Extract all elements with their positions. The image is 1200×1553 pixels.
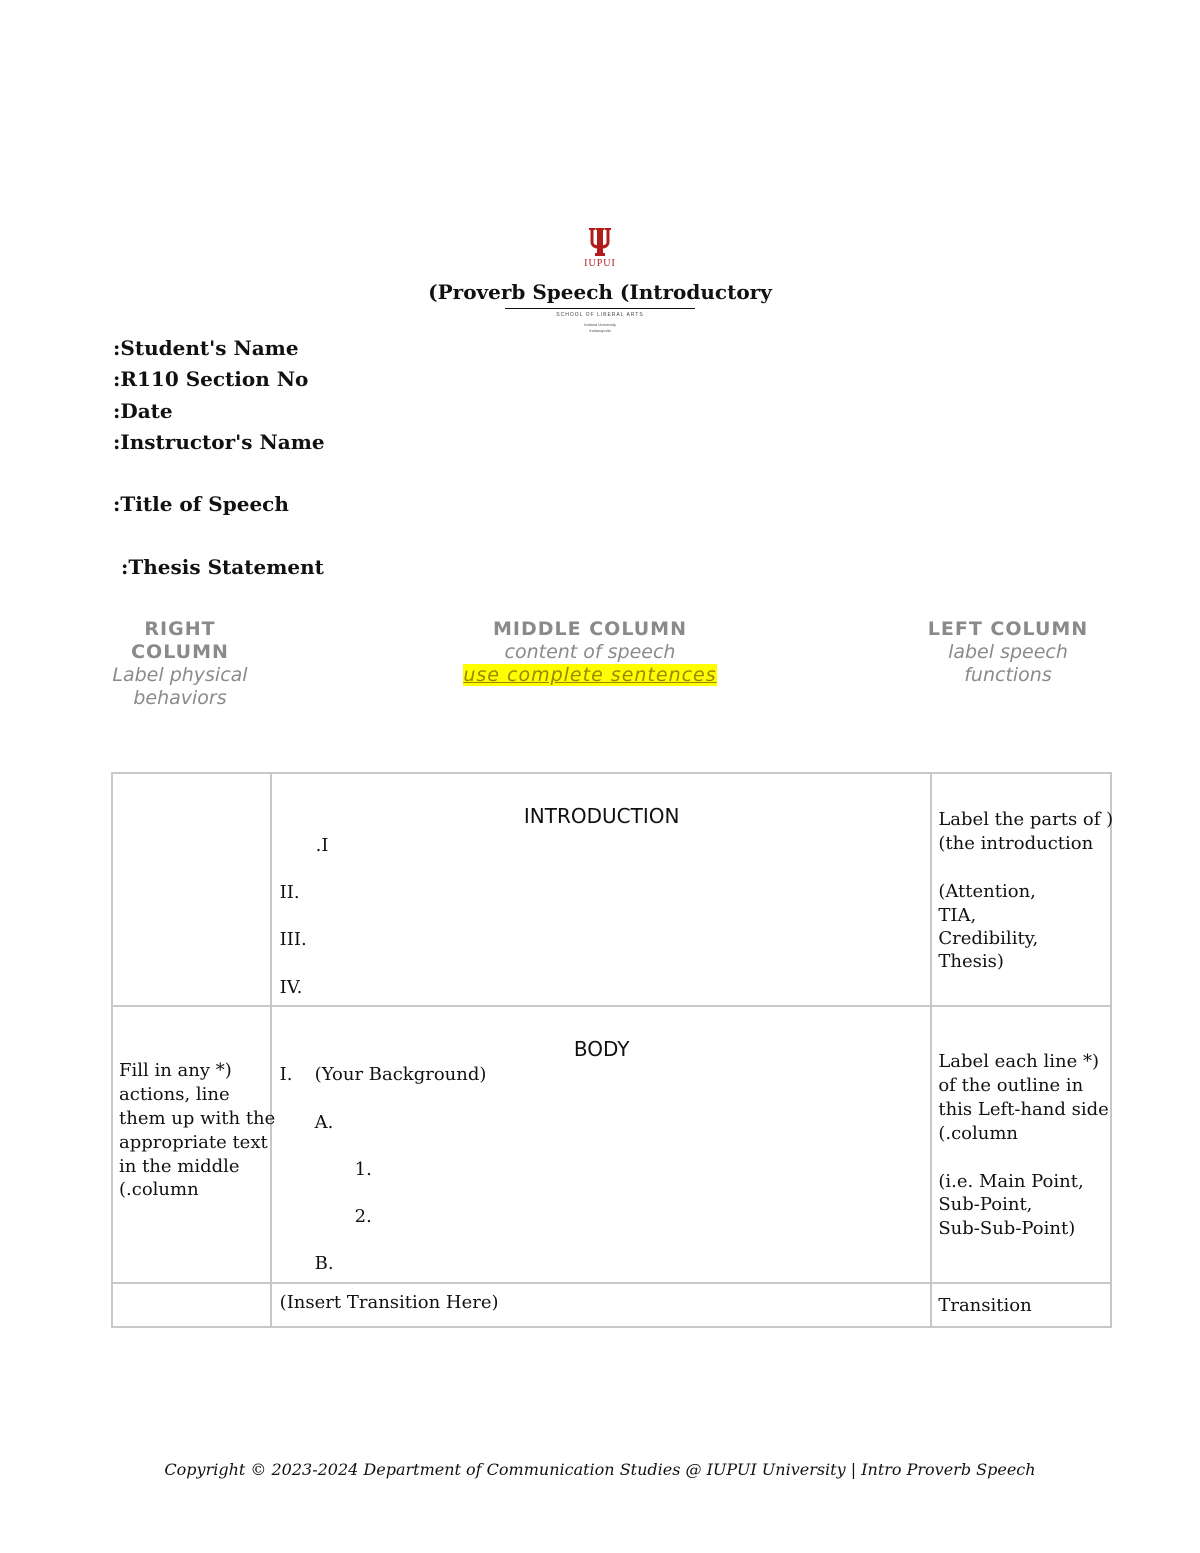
body-middle-cell[interactable]: [271, 1006, 932, 1283]
intro-item-3: III.: [279, 929, 307, 950]
intro-right-cell[interactable]: [112, 773, 271, 1006]
body-right-cell[interactable]: [112, 1006, 276, 1283]
middle-column-title: MIDDLE COLUMN: [493, 618, 687, 640]
body-sub-sub-point-1: 1.: [354, 1159, 372, 1180]
speech-title-label: :Title of Speech: [113, 492, 289, 516]
logo-line-1: Indiana University: [584, 322, 616, 327]
intro-middle-cell[interactable]: [271, 773, 932, 1006]
transition-label: Transition: [938, 1295, 1032, 1316]
instructor-name-label: :Instructor's Name: [113, 430, 325, 454]
body-sub-point-a: A.: [314, 1112, 334, 1133]
body-action-note-3: them up with the: [119, 1108, 276, 1129]
thesis-statement-label: :Thesis Statement: [121, 555, 324, 579]
body-row: [112, 1006, 1111, 1283]
document-title: (Proverb Speech (Introductory: [428, 280, 772, 304]
student-name-label: :Student's Name: [113, 336, 299, 360]
body-label-note-2: of the outline in: [938, 1075, 1084, 1096]
intro-note-6: Thesis): [938, 951, 1004, 972]
body-main-number: I.: [279, 1064, 293, 1085]
right-column-sub-2: behaviors: [133, 687, 227, 709]
copyright-footer: Copyright © 2023-2024 Department of Communication Studies @ IUPUI University | Intro Proverb Speech: [164, 1460, 1036, 1479]
body-action-note-6: (.column: [119, 1179, 199, 1200]
body-main-point: (Your Background): [314, 1064, 487, 1085]
body-label-note-7: Sub-Sub-Point): [938, 1218, 1076, 1239]
introduction-row: [112, 773, 1111, 1006]
intro-left-cell[interactable]: [931, 773, 1114, 1006]
transition-right-cell[interactable]: [112, 1283, 271, 1327]
trident-icon: [586, 226, 614, 258]
section-number-label: :R110 Section No: [113, 367, 309, 391]
body-label-note-5: (i.e. Main Point,: [938, 1171, 1084, 1192]
intro-note-2: (the introduction: [938, 833, 1094, 854]
logo-school: SCHOOL OF LIBERAL ARTS: [556, 312, 644, 318]
body-action-note-4: appropriate text: [119, 1132, 268, 1153]
right-column-heading: [90, 618, 270, 710]
transition-left-cell[interactable]: [931, 1283, 1111, 1327]
transition-row: [112, 1283, 1111, 1327]
right-column-title-2: COLUMN: [131, 641, 229, 663]
intro-note-5: Credibility,: [938, 928, 1039, 949]
middle-column-sub-1: content of speech: [504, 641, 676, 663]
body-action-note-5: in the middle: [119, 1156, 240, 1177]
body-label-note-4: (.column: [938, 1123, 1019, 1144]
right-column-sub-1: Label physical: [112, 664, 248, 686]
body-action-note-2: actions, line: [119, 1084, 230, 1105]
body-action-note-1: Fill in any *): [119, 1060, 232, 1081]
logo-line-2: Indianapolis: [589, 328, 611, 333]
intro-item-1: .I: [315, 835, 329, 856]
intro-note-4: TIA,: [938, 905, 977, 926]
right-column-title-1: RIGHT: [144, 618, 216, 640]
date-label: :Date: [113, 399, 173, 423]
body-sub-point-b: B.: [314, 1253, 334, 1274]
intro-note-1: Label the parts of ): [938, 809, 1114, 830]
body-left-cell[interactable]: [931, 1006, 1111, 1283]
intro-item-2: II.: [279, 882, 300, 903]
middle-column-heading: [430, 618, 750, 687]
left-column-sub-1: label speech: [948, 641, 1068, 663]
body-label-note-3: this Left-hand side: [938, 1099, 1109, 1120]
middle-column-highlight: use complete sentences: [463, 664, 717, 686]
transition-placeholder: (Insert Transition Here): [279, 1292, 499, 1313]
logo-rule: [505, 308, 695, 309]
left-column-title: LEFT COLUMN: [927, 618, 1089, 640]
intro-item-4: IV.: [279, 977, 303, 998]
introduction-heading: INTRODUCTION: [523, 804, 680, 828]
logo-text: IUPUI: [584, 258, 616, 269]
body-sub-sub-point-2: 2.: [354, 1206, 372, 1227]
left-column-sub-2: functions: [964, 664, 1052, 686]
transition-middle-cell[interactable]: [271, 1283, 932, 1327]
body-label-note-1: Label each line *): [938, 1051, 1099, 1072]
intro-note-3: (Attention,: [938, 881, 1036, 902]
body-heading: BODY: [573, 1037, 630, 1061]
left-column-heading: [908, 618, 1108, 687]
outline-table: [111, 772, 1112, 1328]
body-label-note-6: Sub-Point,: [938, 1194, 1033, 1215]
